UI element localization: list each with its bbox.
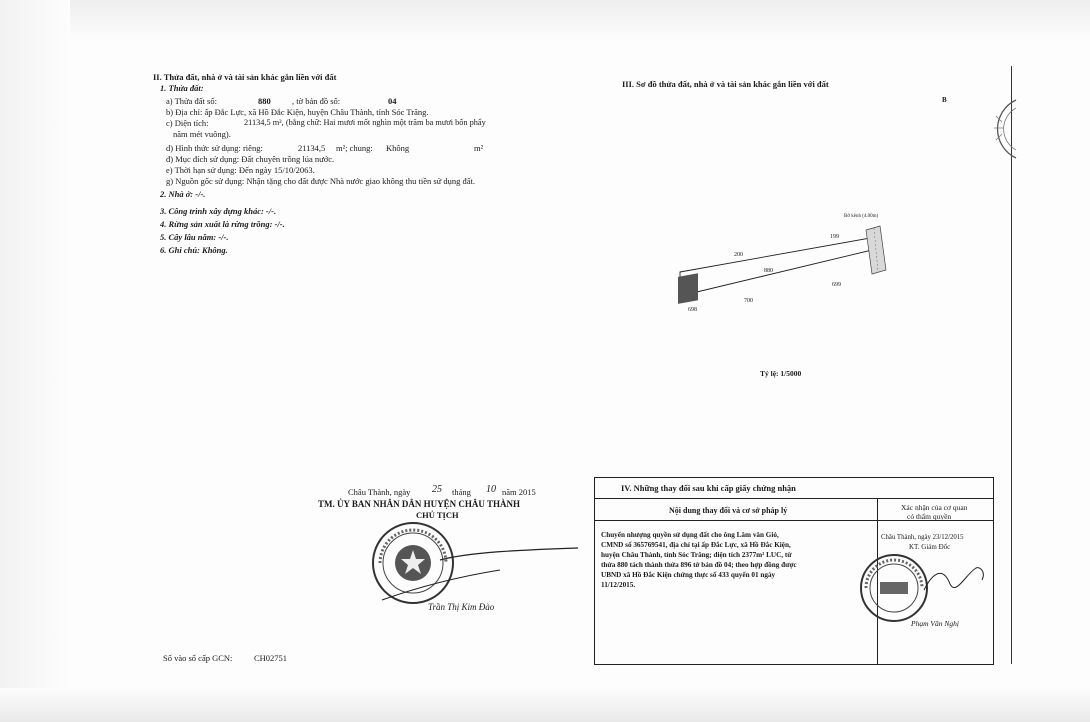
area-label: c) Diện tích: <box>166 118 209 128</box>
sign-month: 10 <box>486 484 496 495</box>
scan-shadow-left <box>0 0 70 722</box>
month-label: tháng <box>452 487 471 497</box>
confirm-date: Châu Thành, ngày 23/12/2015 <box>881 534 964 541</box>
north-mark: B <box>942 96 947 104</box>
east-top-label: 199 <box>830 234 839 240</box>
registry-label: Số vào sổ cấp GCN: <box>163 653 233 663</box>
map-sheet-label: , tờ bản đồ số: <box>292 96 341 106</box>
confirm-signature-icon <box>920 560 990 600</box>
change-line: huyện Châu Thành, tỉnh Sóc Trăng; diện tích 2377m² LUC, từ <box>601 551 792 559</box>
confirm-header-line-1: Xác nhận của cơ quan <box>901 503 968 512</box>
construction-line: 3. Công trình xây dựng khác: -/-. <box>160 206 277 216</box>
content-column <box>595 498 878 664</box>
registry-number: CH02751 <box>254 653 288 663</box>
use-form-unit: m² <box>474 143 484 153</box>
south-neighbor-label: 700 <box>744 298 753 304</box>
use-form-common-label: m²; chung: <box>336 143 373 153</box>
change-line: Chuyển nhượng quyền sử dụng đất cho ông Lâm văn Giỏ, <box>601 531 779 539</box>
forest-line: 4. Rừng sản xuất là rừng trồng: -/-. <box>160 219 285 229</box>
parcel-number: 880 <box>258 96 271 106</box>
map-scale: Tỷ lệ: 1/5000 <box>760 369 802 378</box>
authority-name: TM. ỦY BAN NHÂN DÂN HUYỆN CHÂU THÀNH <box>318 499 521 509</box>
section-2-heading: II. Thửa đất, nhà ở và tài sản khác gắn liền với đất <box>153 72 337 82</box>
scan-shadow-top <box>0 0 1090 42</box>
term-line: e) Thời hạn sử dụng: Đến ngày 15/10/2063. <box>166 165 315 175</box>
change-line: 11/12/2015. <box>601 581 636 589</box>
origin-line: g) Nguồn gốc sử dụng: Nhận tặng cho đất được Nhà nước giao không thu tiền sử dụng đất. <box>166 176 476 186</box>
house-line: 2. Nhà ở: -/-. <box>160 189 206 199</box>
authority-role: CHỦ TỊCH <box>416 510 459 520</box>
road-label: Bờ kênh (4.00m) <box>844 214 879 219</box>
use-form-private: 21134,5 <box>298 143 326 153</box>
change-line: UBND xã Hồ Đắc Kiện chứng thực số 433 quyển 01 ngày <box>601 571 776 579</box>
purpose-line: đ) Mục đích sử dụng: Đất chuyên trồng lúa nước. <box>166 154 335 164</box>
signature-stroke-icon <box>380 540 580 610</box>
land-heading: 1. Thửa đất: <box>160 83 204 93</box>
map-sheet-number: 04 <box>388 96 397 106</box>
parcel-outline <box>680 238 872 296</box>
confirm-header-line-2: có thẩm quyền <box>907 512 952 521</box>
change-line: CMND số 365769541, địa chỉ tại ấp Đắc Lực, xã Hồ Đắc Kiện, <box>601 541 791 549</box>
confirm-signer: Phạm Văn Nghị <box>911 619 959 628</box>
place-date-prefix: Châu Thành, ngày <box>348 487 411 497</box>
confirm-role: KT. Giám Đốc <box>909 543 951 551</box>
area-words-continuation: năm mét vuông). <box>173 129 231 139</box>
address-line: b) Địa chỉ: ấp Đắc Lực, xã Hồ Đắc Kiện, huyện Châu Thành, tỉnh Sóc Trăng. <box>166 107 429 117</box>
area-value: 21134,5 m², (bằng chữ: Hai mươi mốt nghìn một trăm ba mươi bốn phẩy <box>244 118 486 127</box>
change-line: thửa 880 tách thành thửa 896 tờ bản đồ 04; theo hợp đồng được <box>601 561 797 569</box>
north-neighbor-label: 200 <box>734 252 743 258</box>
content-column-header: Nội dung thay đổi và cơ sở pháp lý <box>669 506 788 515</box>
section-3-heading: III. Sơ đồ thửa đất, nhà ở và tài sản khác gắn liền với đất <box>622 79 829 89</box>
west-label: 698 <box>688 307 697 313</box>
parcel-label-on-map: 880 <box>764 268 773 274</box>
notes-line: 6. Ghi chú: Không. <box>160 245 228 255</box>
perennial-line: 5. Cây lâu năm: -/-. <box>160 232 229 242</box>
signer-name: Trần Thị Kim Đào <box>428 602 495 612</box>
year-label: năm 2015 <box>502 487 536 497</box>
parcel-label: a) Thửa đất số: <box>166 96 217 106</box>
road-band <box>866 226 886 274</box>
use-form-common: Không <box>386 143 410 153</box>
section-4-heading: IV. Những thay đổi sau khi cấp giấy chứng nhận <box>621 483 796 493</box>
use-form-label: d) Hình thức sử dụng: riêng: <box>166 143 263 153</box>
corner-stamp-icon <box>976 94 1020 164</box>
scan-shadow-bottom <box>0 688 1090 722</box>
parcel-map <box>660 200 910 320</box>
east-bottom-label: 699 <box>832 282 841 288</box>
sign-day: 25 <box>432 484 442 495</box>
parcel-west-hatch <box>678 273 698 304</box>
